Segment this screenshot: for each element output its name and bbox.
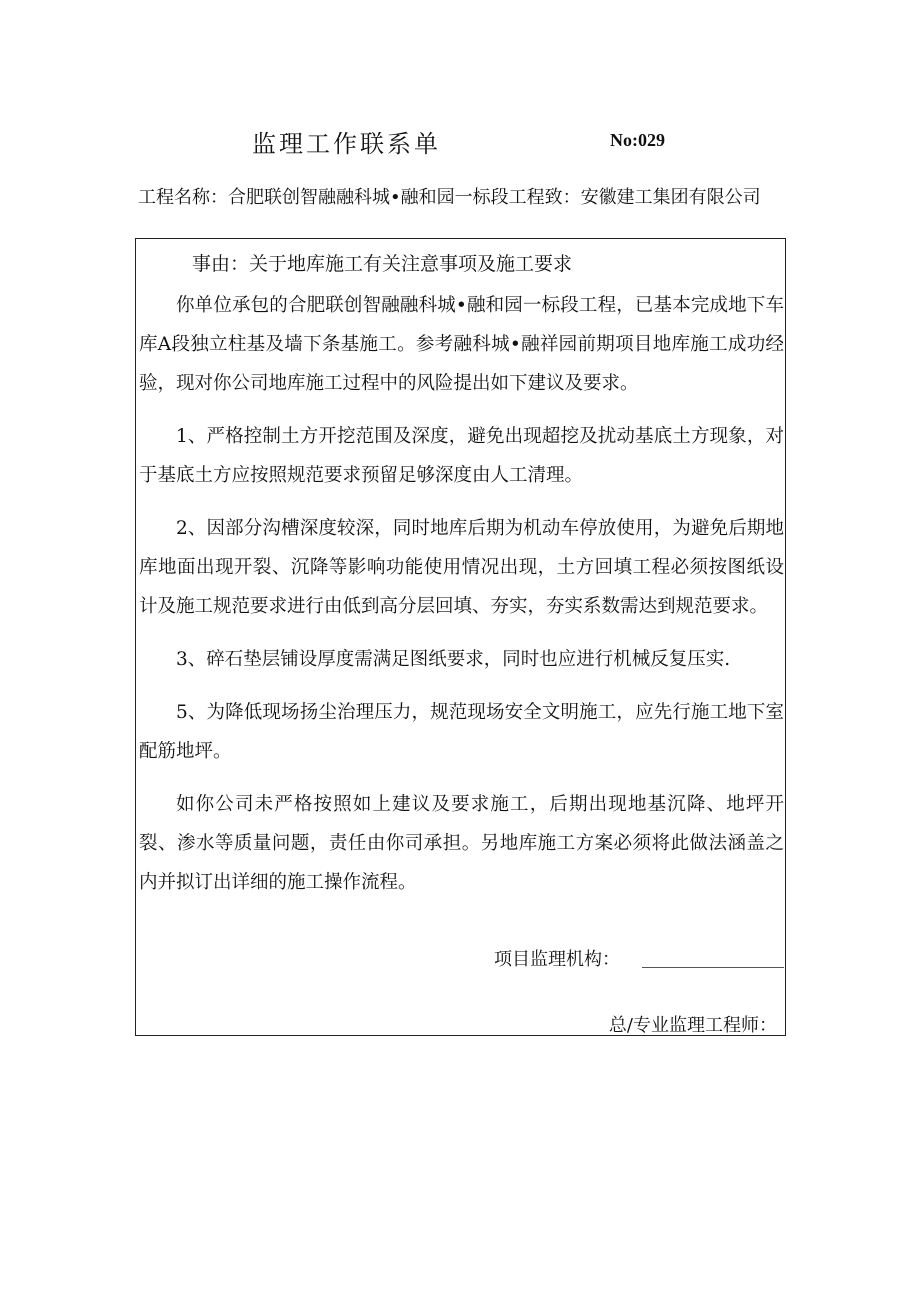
liability-paragraph: 如你公司未严格按照如上建议及要求施工，后期出现地基沉降、地坪开裂、渗水等质量问题，责任由你司承担。另地库施工方案必须将此做法涵盖之内并拟订出详细的施工操作流程。 <box>139 794 784 893</box>
engineer-label: 总/专业监理工程师： <box>608 1015 777 1036</box>
content-frame <box>135 238 786 1036</box>
signature-line <box>642 967 784 968</box>
requirement-5: 5、为降低现场扬尘治理压力，规范现场安全文明施工，应先行施工地下室配筋地坪。 <box>139 702 784 762</box>
requirement-2: 2、因部分沟槽深度较深，同时地库后期为机动车停放使用，为避免后期地库地面出现开裂、沉降等影响功能使用情况出现，土方回填工程必须按图纸设计及施工规范要求进行由低到高分层回填、夯实，夯实系数需达到规范要求。 <box>139 518 784 617</box>
document-title: 监理工作联系单 <box>252 130 441 158</box>
document-number: No:029 <box>610 130 665 150</box>
intro-paragraph: 你单位承包的合肥联创智融融科城•融和园一标段工程，已基本完成地下车库A段独立柱基及墙下条基施工。参考融科城•融祥园前期项目地库施工成功经验，现对你公司地库施工过程中的风险提出如下建议及要求。 <box>139 295 784 394</box>
project-name-line: 工程名称：合肥联创智融融科城•融和园一标段工程致：安徽建工集团有限公司 <box>138 187 761 208</box>
subject-line: 事由：关于地库施工有关注意事项及施工要求 <box>192 253 573 275</box>
body-text <box>139 286 784 902</box>
supervision-org-label: 项目监理机构： <box>494 949 620 970</box>
requirement-3: 3、碎石垫层铺设厚度需满足图纸要求，同时也应进行机械反复压实. <box>176 649 731 670</box>
requirement-1: 1、严格控制土方开挖范围及深度，避免出现超挖及扰动基底土方现象，对于基底土方应按照规范要求预留足够深度由人工清理。 <box>139 426 784 486</box>
